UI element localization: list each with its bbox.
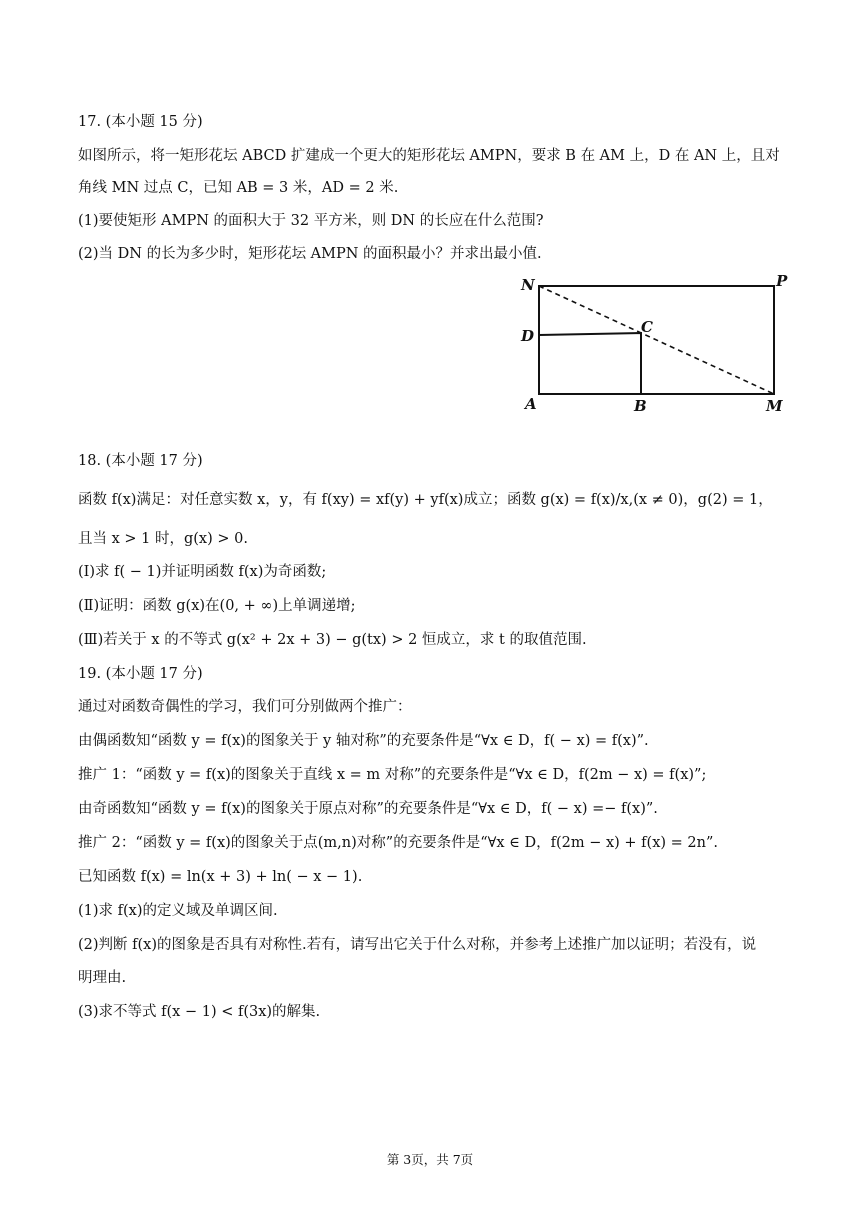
q19-part1: (1)求 f(x)的定义域及单调区间. bbox=[78, 903, 278, 919]
label-B: B bbox=[634, 397, 647, 415]
q17-header: 17. (本小题 15 分) bbox=[78, 114, 203, 130]
q19-text-line4: 由奇函数知“函数 y = f(x)的图象关于原点对称”的充要条件是“∀x ∈ D，f( − x) =− f(x)”. bbox=[78, 801, 658, 817]
q19-text-line2: 由偶函数知“函数 y = f(x)的图象关于 y 轴对称”的充要条件是“∀x ∈ D，f( − x) = f(x)”. bbox=[78, 733, 649, 749]
q18-text-line2: 且当 x > 1 时，g(x) > 0. bbox=[78, 531, 248, 547]
label-P: P bbox=[776, 272, 788, 290]
q19-part2-line1: (2)判断 f(x)的图象是否具有对称性.若有，请写出它关于什么对称，并参考上述推广加以证明；若没有，说 bbox=[78, 937, 757, 953]
q19-part2-line2: 明理由. bbox=[78, 970, 127, 986]
q18-header: 18. (本小题 17 分) bbox=[78, 453, 203, 469]
label-M: M bbox=[766, 397, 783, 415]
q19-text-line6: 已知函数 f(x) = ln(x + 3) + ln( − x − 1). bbox=[78, 869, 363, 885]
q18-text-line1: 函数 f(x)满足：对任意实数 x，y，有 f(xy) = xf(y) + yf(x)成立；函数 g(x) = f(x)/x,(x ≠ 0)，g(2) = 1， bbox=[78, 492, 773, 508]
diagonal-MN bbox=[539, 286, 774, 394]
q19-text-line1: 通过对函数奇偶性的学习，我们可分别做两个推广： bbox=[78, 699, 412, 715]
q19-header: 19. (本小题 17 分) bbox=[78, 666, 203, 682]
label-N: N bbox=[521, 276, 535, 294]
label-D: D bbox=[521, 327, 535, 345]
q19-part3: (3)求不等式 f(x − 1) < f(3x)的解集. bbox=[78, 1004, 321, 1020]
rect-ABCD bbox=[539, 333, 641, 394]
label-A: A bbox=[525, 395, 537, 413]
page-footer: 第 3页，共 7页 bbox=[386, 1152, 474, 1167]
q19-text-line5: 推广 2：“函数 y = f(x)的图象关于点(m,n)对称”的充要条件是“∀x ∈ D，f(2m − x) + f(x) = 2n”. bbox=[78, 835, 718, 851]
q18-part2: (Ⅱ)证明：函数 g(x)在(0, + ∞)上单调递增; bbox=[78, 598, 356, 614]
rectangle-figure bbox=[512, 270, 802, 424]
q17-part1: (1)要使矩形 AMPN 的面积大于 32 平方米，则 DN 的长应在什么范围? bbox=[78, 213, 544, 229]
q17-text-line2: 角线 MN 过点 C，已知 AB = 3 米，AD = 2 米. bbox=[78, 180, 399, 196]
label-C: C bbox=[641, 318, 653, 336]
q17-part2: (2)当 DN 的长为多少时，矩形花坛 AMPN 的面积最小？并求出最小值. bbox=[78, 246, 542, 262]
q19-text-line3: 推广 1：“函数 y = f(x)的图象关于直线 x = m 对称”的充要条件是“∀x ∈ D，f(2m − x) = f(x)”; bbox=[78, 767, 707, 783]
q18-part1: (Ⅰ)求 f( − 1)并证明函数 f(x)为奇函数; bbox=[78, 564, 327, 580]
q18-part3: (Ⅲ)若关于 x 的不等式 g(x² + 2x + 3) − g(tx) > 2 恒成立，求 t 的取值范围. bbox=[78, 632, 587, 648]
q17-text-line1: 如图所示，将一矩形花坛 ABCD 扩建成一个更大的矩形花坛 AMPN，要求 B 在 AM 上，D 在 AN 上，且对 bbox=[78, 148, 780, 164]
